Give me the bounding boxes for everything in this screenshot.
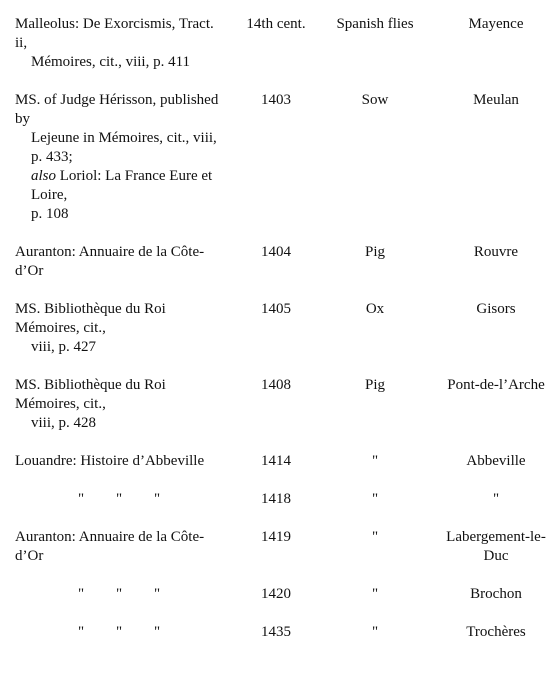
source-line: viii, p. 427 xyxy=(31,339,97,355)
source-cell xyxy=(15,243,227,281)
source-line: Lejeune in Mémoires, cit., viii, p. 433; xyxy=(31,130,217,165)
animal-cell: " xyxy=(371,453,379,469)
animal-cell: " xyxy=(371,624,379,640)
source-line: Mémoires, cit., viii, p. 411 xyxy=(31,54,191,70)
source-ditto xyxy=(78,490,192,509)
ditto-mark: " xyxy=(116,491,123,507)
ditto-mark: " xyxy=(78,491,85,507)
date-cell: 1408 xyxy=(261,377,291,393)
date-cell: 1404 xyxy=(261,244,291,260)
place-cell: " xyxy=(492,491,500,507)
source-ditto xyxy=(78,623,192,642)
place-cell: Trochères xyxy=(466,624,526,640)
source-cell xyxy=(15,91,227,224)
animal-cell: Pig xyxy=(364,244,385,260)
source-line: p. 108 xyxy=(31,206,69,222)
place-cell: Abbeville xyxy=(466,453,526,469)
ditto-mark: " xyxy=(116,624,123,640)
animal-cell: Spanish flies xyxy=(336,16,414,32)
source-line: MS. Bibliothèque du Roi Mémoires, cit., xyxy=(15,377,166,412)
source-ditto xyxy=(78,585,192,604)
source-line: Malleolus: De Exorcismis, Tract. ii, xyxy=(15,16,214,51)
place-cell: Mayence xyxy=(468,16,524,32)
source-line: Louandre: Histoire d’Abbeville xyxy=(15,453,205,469)
place-cell: Labergement-le-Duc xyxy=(446,529,546,564)
source-line: MS. Bibliothèque du Roi Mémoires, cit., xyxy=(15,301,166,336)
animal-cell: Ox xyxy=(365,301,385,317)
source-line: Auranton: Annuaire de la Côte-d’Or xyxy=(15,244,205,279)
source-cell xyxy=(15,528,227,566)
ditto-mark: " xyxy=(154,586,161,602)
date-cell: 1435 xyxy=(261,624,291,640)
date-cell: 1419 xyxy=(261,529,291,545)
source-cell xyxy=(15,300,227,357)
animal-cell: " xyxy=(371,529,379,545)
animal-cell: " xyxy=(371,491,379,507)
animal-cell: Sow xyxy=(361,92,389,108)
source-cell xyxy=(15,452,227,471)
source-line: MS. of Judge Hérisson, published by xyxy=(15,92,219,127)
date-cell: 1418 xyxy=(261,491,291,507)
ditto-mark: " xyxy=(154,624,161,640)
animal-cell: Pig xyxy=(364,377,385,393)
date-cell: 1420 xyxy=(261,586,291,602)
source-line-text: Loriol: La France Eure et Loire, xyxy=(31,168,213,203)
date-cell: 1403 xyxy=(261,92,291,108)
ditto-mark: " xyxy=(116,586,123,602)
also-italic: also xyxy=(31,168,57,184)
source-cell xyxy=(15,15,227,72)
source-cell xyxy=(15,376,227,433)
place-cell: Meulan xyxy=(473,92,519,108)
place-cell: Gisors xyxy=(476,301,516,317)
source-line: Auranton: Annuaire de la Côte-d’Or xyxy=(15,529,205,564)
date-cell: 1414 xyxy=(261,453,291,469)
place-cell: Rouvre xyxy=(473,244,519,260)
date-cell: 1405 xyxy=(261,301,291,317)
source-line xyxy=(15,167,227,205)
ditto-mark: " xyxy=(78,624,85,640)
ditto-mark: " xyxy=(154,491,161,507)
date-cell: 14th cent. xyxy=(246,16,306,32)
animal-cell: " xyxy=(371,586,379,602)
place-cell: Pont-de-l’Arche xyxy=(447,377,545,393)
source-line: viii, p. 428 xyxy=(31,415,97,431)
ditto-mark: " xyxy=(78,586,85,602)
place-cell: Brochon xyxy=(470,586,522,602)
